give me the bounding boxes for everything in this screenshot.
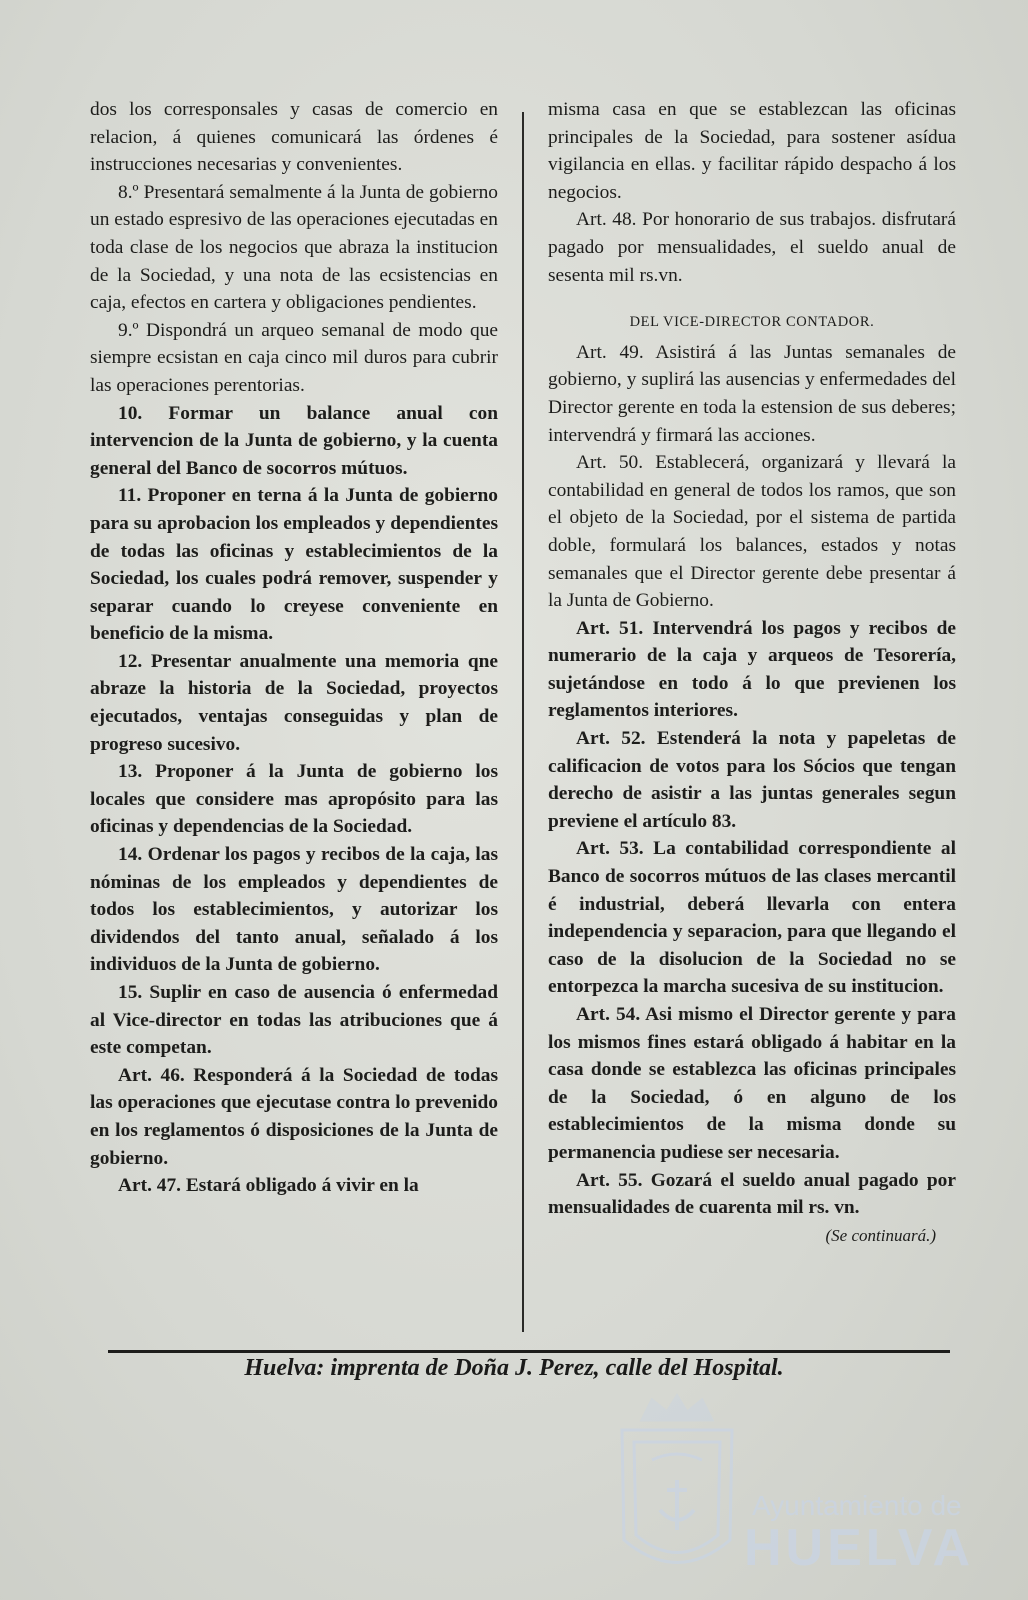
right-paragraph-7: Art. 54. Asi mismo el Director gerente y para los mismos fines estará obligado á habitar en la casa donde se establezca las oficinas principales de la Sociedad, ó en alguno de los establecimientos de la misma donde su permanencia pudiese ser necesaria.	[548, 1004, 956, 1163]
left-column	[90, 96, 498, 1200]
right-paragraph-4: Art. 51. Intervendrá los pagos y recibos de numerario de la caja y arqueos de Tesorería, sujetándose en todo á lo que previenen los reglamentos interiores.	[548, 617, 956, 722]
left-paragraph-1: 8.º Presentará semalmente á la Junta de gobierno un estado espresivo de las operaciones ejecutadas en toda clase de los negocios que abraza la institucion de la Sociedad, y una nota de las ecsistencias en caja, efectos en cartera y obligaciones pendientes.	[90, 181, 498, 314]
left-paragraph-8: 15. Suplir en caso de ausencia ó enfermedad al Vice-director en todas las atribuciones que á este competan.	[90, 982, 498, 1059]
left-paragraph-5: 12. Presentar anualmente una memoria qne abraze la historia de la Sociedad, proyectos ejecutados, ventajas conseguidas y plan de progreso sucesivo.	[90, 650, 498, 755]
left-paragraph-9: Art. 46. Responderá á la Sociedad de todas las operaciones que ejecutase contra lo prevenido en los reglamentos ó disposiciones de la Junta de gobierno.	[90, 1064, 498, 1169]
watermark-line-2: HUELVA	[744, 1519, 975, 1577]
left-paragraph-10: Art. 47. Estará obligado á vivir en la	[118, 1175, 419, 1197]
right-paragraph-5: Art. 52. Estenderá la nota y papeletas de calificacion de votos para los Sócios que tengan derecho de asistir a las juntas generales segun previene el artículo 83.	[548, 728, 956, 832]
continuation-note: (Se continuará.)	[825, 1225, 936, 1245]
left-paragraph-4: 11. Proponer en terna á la Junta de gobierno para su aprobacion los empleados y dependientes de todas las oficinas y establecimientos de la Sociedad, los cuales podrá remover, suspender y separar cuando lo creyese conveniente en beneficio de la misma.	[90, 485, 498, 645]
right-paragraph-8: Art. 55. Gozará el sueldo anual pagado por mensualidades de cuarenta mil rs. vn.	[548, 1169, 956, 1219]
left-paragraph-0: dos los corresponsales y casas de comercio en relacion, á quienes comunicará las órdenes é instrucciones necesarias y convenientes.	[90, 99, 498, 176]
right-paragraph-3: Art. 50. Establecerá, organizará y llevará la contabilidad en general de todos los ramos, que son el objeto de la Sociedad, por el sistema de partida doble, formulará los balances, estados y notas semanales que el Director gerente debe presentar á la Junta de Gobierno.	[548, 452, 956, 612]
right-column	[548, 96, 956, 1249]
watermark-line-1: Ayuntamiento de	[752, 1490, 962, 1521]
section-heading: DEL VICE-DIRECTOR CONTADOR.	[629, 314, 875, 331]
imprint-rule	[108, 1350, 950, 1353]
left-paragraph-7: 14. Ordenar los pagos y recibos de la caja, las nóminas de los empleados y dependientes de todos los establecimientos, y autorizar los dividendos del tanto anual, señalado á los individuos de la Junta de gobierno.	[90, 844, 498, 976]
left-paragraph-3: 10. Formar un balance anual con intervencion de la Junta de gobierno, y la cuenta general del Banco de socorros mútuos.	[90, 402, 498, 479]
right-paragraph-1: Art. 48. Por honorario de sus trabajos. disfrutará pagado por mensualidades, el sueldo anual de sesenta mil rs.vn.	[548, 209, 956, 286]
right-paragraph-0: misma casa en que se establezcan las oficinas principales de la Sociedad, para sostener asídua vigilancia en ellas. y facilitar rápido despacho á los negocios.	[548, 99, 956, 203]
column-divider	[522, 112, 524, 1332]
left-paragraph-6: 13. Proponer á la Junta de gobierno los locales que considere mas apropósito para las oficinas y dependencias de la Sociedad.	[90, 761, 498, 838]
right-paragraph-2: Art. 49. Asistirá á las Juntas semanales de gobierno, y suplirá las ausencias y enfermedades del Director gerente en toda la estension de sus deberes; intervendrá y firmará las acciones.	[548, 341, 956, 446]
right-paragraph-6: Art. 53. La contabilidad correspondiente al Banco de socorros mútuos de las clases mercantil é industrial, deberá llevarla con entera independencia y separacion, para que llegando el caso de la disolucion de la Sociedad no se entorpezca la marcha sucesiva de su institucion.	[548, 838, 956, 998]
printer-imprint: Huelva: imprenta de Doña J. Perez, calle del Hospital.	[244, 1355, 784, 1381]
left-paragraph-2: 9.º Dispondrá un arqueo semanal de modo que siempre ecsistan en caja cinco mil duros para cubrir las operaciones perentorias.	[90, 319, 498, 396]
